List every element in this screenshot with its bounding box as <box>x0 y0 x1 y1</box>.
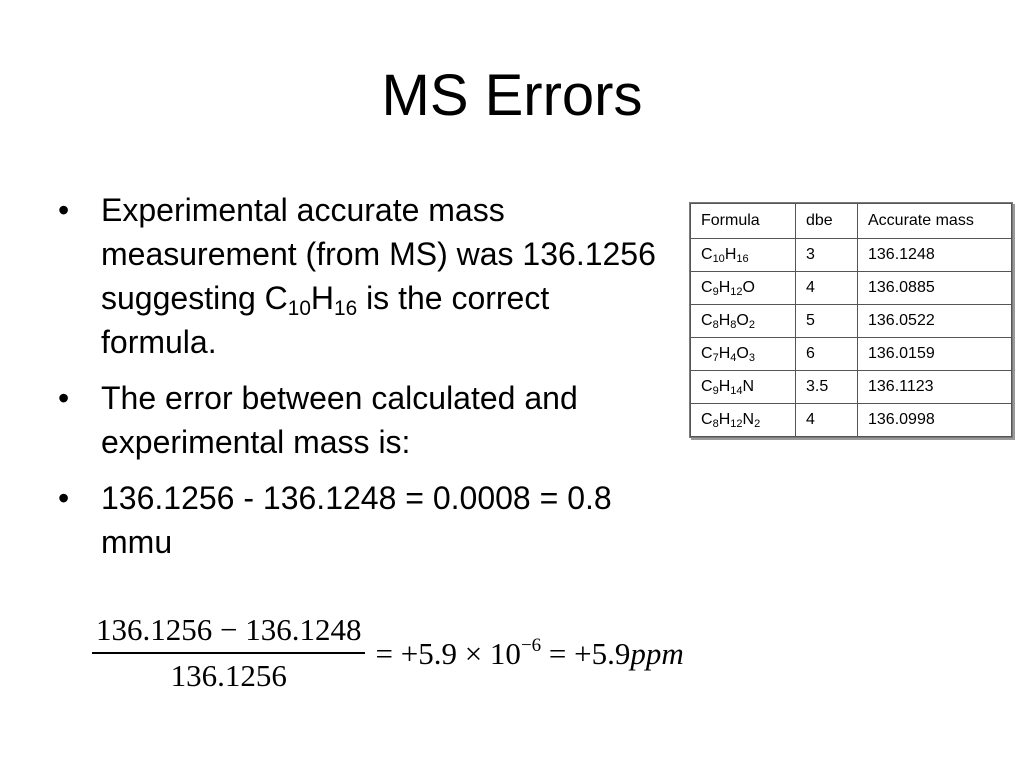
fraction-denominator: 136.1256 <box>170 658 287 693</box>
bullet-text: 136.1256 - 136.1248 = 0.0008 = 0.8 mmu <box>101 480 612 560</box>
element-symbol: C <box>701 279 713 296</box>
element-symbol: C <box>701 312 713 329</box>
element-symbol: O <box>736 312 749 329</box>
element-symbol: H <box>724 246 737 263</box>
cell-dbe: 4 <box>796 272 858 305</box>
cell-dbe: 6 <box>796 338 858 371</box>
element-symbol: H <box>718 312 731 329</box>
element-count: 16 <box>736 253 749 265</box>
cell-accurate-mass: 136.0998 <box>858 404 1012 437</box>
element-count: 9 <box>712 286 719 298</box>
fraction <box>92 612 365 694</box>
unit-ppm: ppm <box>630 635 684 671</box>
slide-title: MS Errors <box>381 63 643 128</box>
cell-formula <box>691 305 796 338</box>
header-formula: Formula <box>691 204 796 239</box>
ppm-equation <box>92 612 684 694</box>
cell-accurate-mass: 136.0159 <box>858 338 1012 371</box>
bullet-item-3 <box>56 476 656 564</box>
element-symbol: N <box>742 378 755 395</box>
header-dbe: dbe <box>796 204 858 239</box>
element-symbol: C <box>701 411 713 428</box>
cell-accurate-mass: 136.1248 <box>858 239 1012 272</box>
cell-formula <box>691 239 796 272</box>
element-count: 2 <box>754 418 761 430</box>
bullet-text: The error between calculated and experimental mass is: <box>101 380 578 460</box>
bullet-marker: • <box>58 480 70 516</box>
cell-formula <box>691 371 796 404</box>
table-row <box>691 305 1012 338</box>
element-symbol: O <box>736 345 749 362</box>
result-prefix: = +5.9 × 10 <box>375 635 521 671</box>
element-symbol: N <box>742 411 755 428</box>
element-count: 7 <box>712 352 719 364</box>
formula-table-container <box>689 202 1013 438</box>
element-symbol: H <box>718 411 731 428</box>
element-count: 9 <box>712 385 719 397</box>
bullet-list <box>56 188 656 576</box>
bullet-marker: • <box>58 380 70 416</box>
header-accurate-mass: Accurate mass <box>858 204 1012 239</box>
fraction-bar <box>92 652 365 654</box>
table-header-row <box>691 204 1012 239</box>
element-count: 8 <box>712 319 719 331</box>
cell-dbe: 3 <box>796 239 858 272</box>
element-symbol: C <box>701 378 713 395</box>
cell-formula <box>691 338 796 371</box>
subscript: 16 <box>334 297 358 321</box>
bullet-item-1 <box>56 188 656 364</box>
element-symbol: H <box>718 378 731 395</box>
bullet-marker: • <box>58 192 70 228</box>
element-count: 12 <box>730 418 743 430</box>
bullet-text-part: is the correct formula. <box>101 280 550 360</box>
table-row <box>691 338 1012 371</box>
subscript: 10 <box>287 297 311 321</box>
bullet-item-2 <box>56 376 656 464</box>
table-row <box>691 272 1012 305</box>
element-count: 10 <box>712 253 725 265</box>
cell-formula <box>691 272 796 305</box>
cell-formula <box>691 404 796 437</box>
cell-accurate-mass: 136.0885 <box>858 272 1012 305</box>
element-symbol: C <box>701 246 713 263</box>
element-count: 3 <box>748 352 755 364</box>
element-count: 4 <box>730 352 737 364</box>
element-symbol: H <box>718 345 731 362</box>
bullet-text-part: H <box>310 280 335 316</box>
cell-dbe: 3.5 <box>796 371 858 404</box>
formula-table <box>690 203 1012 437</box>
cell-dbe: 4 <box>796 404 858 437</box>
element-count: 8 <box>730 319 737 331</box>
cell-accurate-mass: 136.1123 <box>858 371 1012 404</box>
element-count: 2 <box>748 319 755 331</box>
table-row <box>691 239 1012 272</box>
table-row <box>691 404 1012 437</box>
element-count: 12 <box>730 286 743 298</box>
cell-dbe: 5 <box>796 305 858 338</box>
fraction-numerator: 136.1256 − 136.1248 <box>96 612 362 647</box>
result-suffix: = +5.9 <box>541 635 631 671</box>
element-count: 14 <box>730 385 743 397</box>
element-count: 8 <box>712 418 719 430</box>
table-body <box>691 239 1012 437</box>
bullet-text-part: Experimental accurate mass measurement (from MS) was 136.1256 suggesting C <box>101 192 656 316</box>
element-symbol: H <box>718 279 731 296</box>
equation-result <box>375 635 683 672</box>
element-symbol: O <box>742 279 755 296</box>
cell-accurate-mass: 136.0522 <box>858 305 1012 338</box>
element-symbol: C <box>701 345 713 362</box>
table-row <box>691 371 1012 404</box>
exponent: −6 <box>520 634 542 656</box>
